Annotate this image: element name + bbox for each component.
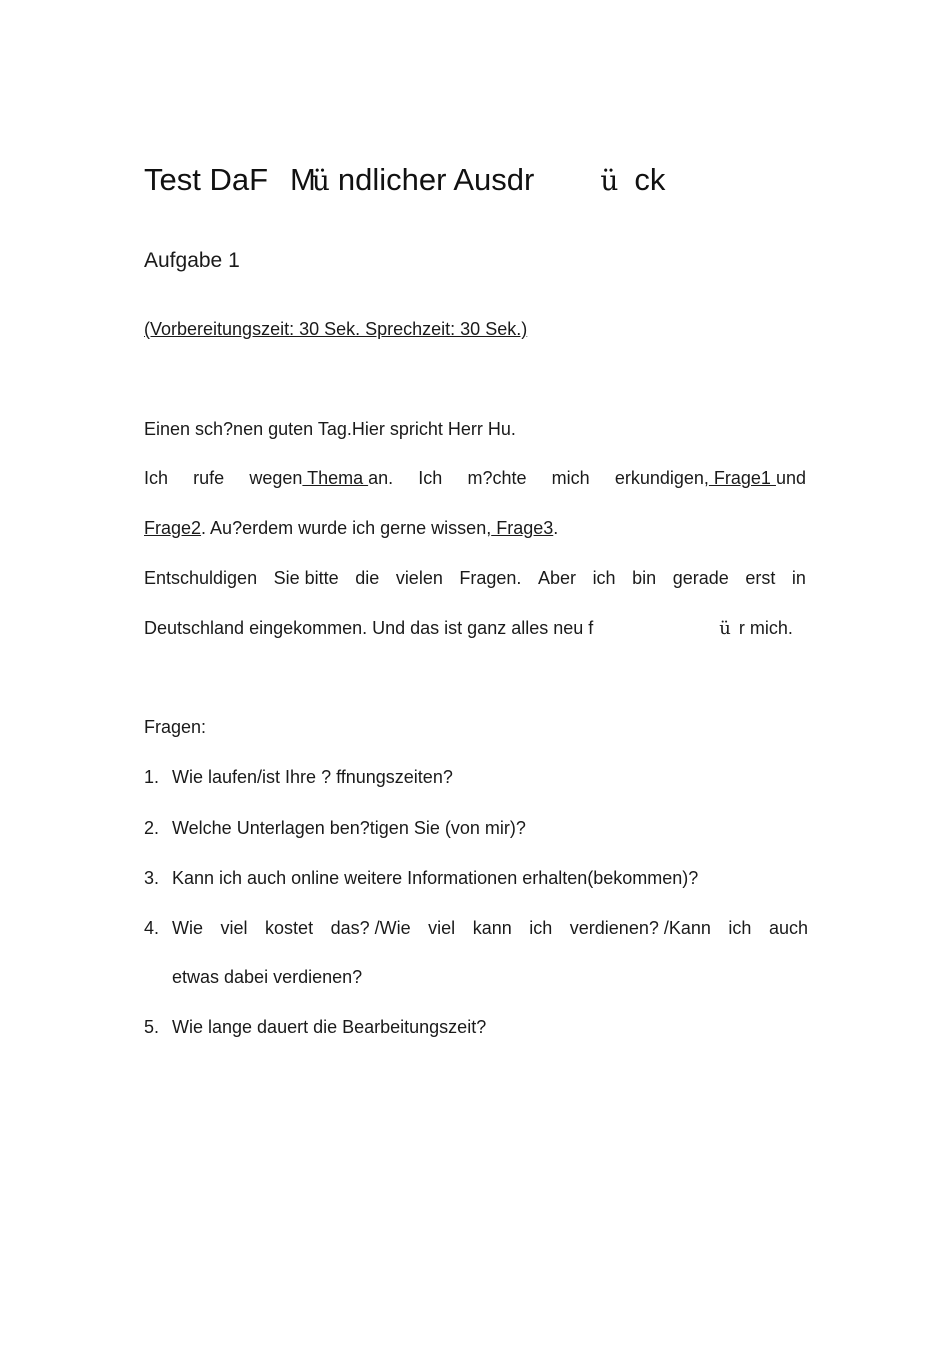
paragraph-line-3-end: . (553, 518, 559, 538)
question-number: 3. (144, 868, 160, 888)
placeholder-thema: Thema (302, 468, 369, 488)
question-text: Welche Unterlagen ben?tigen Sie (von mir)? (172, 818, 526, 838)
word: gerade (672, 568, 729, 588)
placeholder-frage3: Frage3 (491, 518, 554, 538)
placeholder-frage2: Frage2 (144, 518, 202, 538)
word: Sie bitte (273, 568, 339, 588)
umlaut-glyph: ü (719, 618, 731, 639)
word: mich (551, 468, 590, 488)
word: Ich (144, 468, 169, 488)
word: vielen (395, 568, 443, 588)
word: bin (632, 568, 657, 588)
word: erkundigen, Frage1 und (614, 468, 806, 488)
paragraph-line-5 (144, 616, 793, 641)
question-item (144, 765, 453, 789)
word: Fragen. (459, 568, 522, 588)
title-umlaut-2: ü (600, 164, 619, 197)
paragraph-line-5-text: Deutschland eingekommen. Und das ist ganz alles neu f (144, 618, 594, 638)
word: m?chte (467, 468, 527, 488)
questions-heading: Fragen: (144, 717, 207, 737)
question-item (144, 1015, 486, 1039)
title-part-6: ck (634, 162, 666, 197)
paragraph-line-4 (144, 566, 806, 590)
title-umlaut-1: ü (311, 164, 330, 197)
question-number: 1. (144, 767, 160, 787)
paragraph-line-3 (144, 516, 558, 540)
word: wegen Thema an. (249, 468, 394, 488)
word: ich (592, 568, 616, 588)
question-text: Wie laufen/ist Ihre ? ffnungszeiten? (172, 767, 453, 787)
question-number: 4. (144, 918, 160, 938)
paragraph-line-3-text: . Au?erdem wurde ich gerne wissen, (201, 518, 492, 538)
task-heading: Aufgabe 1 (144, 249, 240, 272)
question-item (144, 866, 698, 890)
word: Ich (418, 468, 443, 488)
question-number: 5. (144, 1017, 160, 1037)
title-part-4: ndlicher Ausdr (337, 162, 535, 197)
question-number: 2. (144, 818, 160, 838)
word: in (791, 568, 806, 588)
document-title (144, 160, 665, 201)
question-item (144, 916, 808, 940)
question-item (144, 816, 526, 840)
title-part-2: M (290, 162, 316, 197)
title-part-1: Test DaF (144, 162, 269, 197)
paragraph-line-2 (144, 466, 806, 490)
word: die (355, 568, 380, 588)
placeholder-frage1: Frage1 (708, 468, 776, 488)
question-text: Wie viel kostet das? /Wie viel kann ich verdienen? /Kann ich auch (172, 918, 808, 938)
word: rufe (193, 468, 225, 488)
question-text: Wie lange dauert die Bearbeitungszeit? (172, 1017, 487, 1037)
question-text: Kann ich auch online weitere Informationen erhalten(bekommen)? (172, 868, 699, 888)
word: erst (745, 568, 776, 588)
paragraph-line-5-end: r mich. (738, 618, 793, 638)
word: Aber (537, 568, 577, 588)
task-timing (144, 317, 527, 341)
task-timing-text: (Vorbereitungszeit: 30 Sek. Sprechzeit: 30 Sek.) (144, 319, 528, 339)
greeting-line: Einen sch?nen guten Tag.Hier spricht Herr Hu. (144, 419, 516, 439)
word: Entschuldigen (144, 568, 258, 588)
question-continuation: etwas dabei verdienen? (172, 967, 363, 987)
